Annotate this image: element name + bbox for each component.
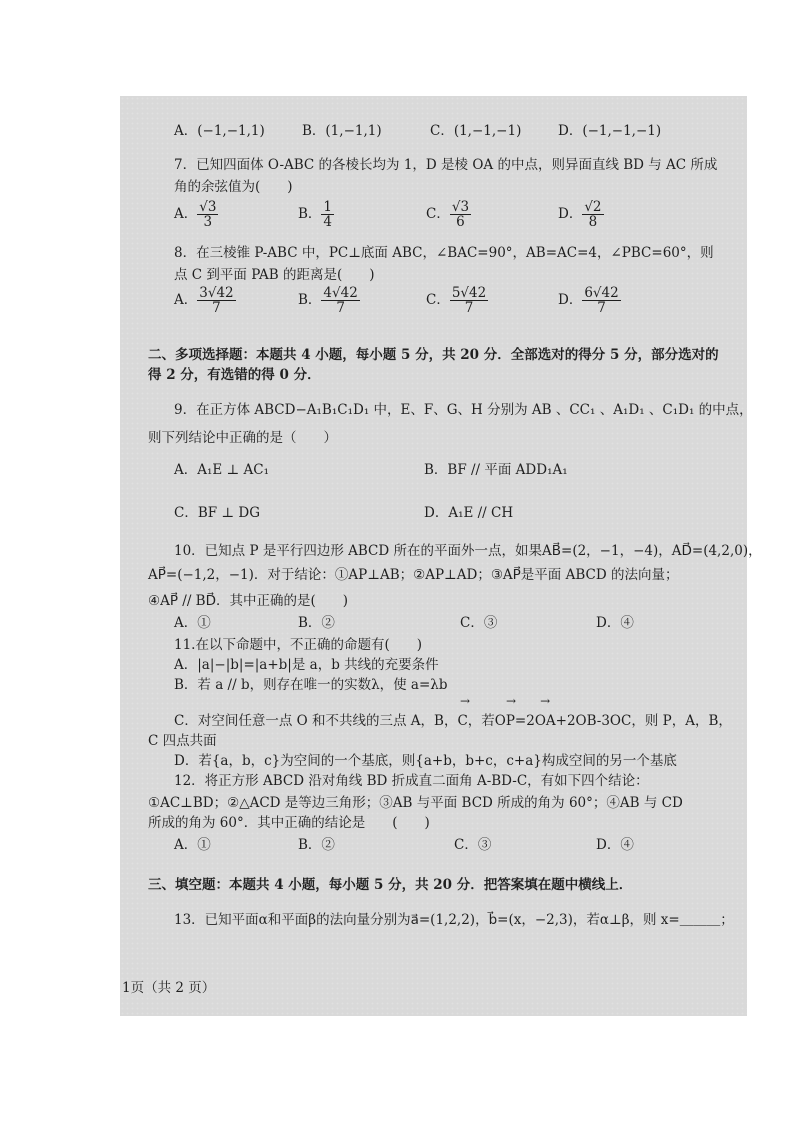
q12-option-b: B．②	[298, 837, 335, 853]
q6-option-d: D．(−1,−1,−1)	[558, 123, 662, 139]
q10-stem-line2: AP⃗=(−1,2，−1)．对于结论：①AP⊥AB；②AP⊥AD；③AP⃗是平面 ABCD 的法向量；	[148, 567, 679, 583]
q9-option-c: C．BF ⊥ DG	[174, 505, 261, 521]
q10-stem-line1: 10．已知点 P 是平行四边形 ABCD 所在的平面外一点，如果AB⃗=(2，−1，−4)，AD⃗=(4,2,0)，	[174, 543, 762, 559]
q11-option-a: A．|a|−|b|=|a+b|是 a，b 共线的充要条件	[174, 657, 439, 673]
q7-option-c: C． $\frac{√3}{6}$	[426, 199, 470, 230]
q9-stem-line2: 则下列结论中正确的是（ ）	[148, 430, 337, 446]
q7-stem-line2: 角的余弦值为( )	[174, 179, 293, 195]
q12-option-d: D．④	[596, 837, 634, 853]
q13-stem: 13．已知平面α和平面β的法向量分别为a⃗=(1,2,2)，b⃗=(x，−2,3)，若α⊥β，则 x=＿＿＿；	[174, 912, 734, 928]
q10-option-b: B．②	[298, 615, 335, 631]
q6-option-a: A．(−1,−1,1)	[174, 123, 265, 139]
q11-option-c-line1: C．对空间任意一点 O 和不共线的三点 A，B，C，若OP=2OA+2OB-3OC，则 P，A，B，	[174, 713, 732, 729]
q9-option-d: D．A₁E // CH	[424, 505, 514, 521]
q11-option-b: B．若 a // b，则存在唯一的实数λ，使 a=λb	[174, 677, 448, 693]
q10-option-c: C．③	[460, 615, 498, 631]
q11-option-c-line2: C 四点共面	[148, 733, 217, 749]
q12-stem-line1: 12．将正方形 ABCD 沿对角线 BD 折成直二面角 A-BD-C，有如下四个结论：	[174, 773, 649, 789]
q7-stem-line1: 7．已知四面体 O-ABC 的各棱长均为 1，D 是棱 OA 的中点，则异面直线 BD 与 AC 所成	[174, 157, 718, 173]
q6-option-c: C．(1,−1,−1)	[430, 123, 522, 139]
q8-option-c: C． $\frac{5√42}{7}$	[426, 285, 487, 316]
exam-page	[120, 96, 762, 1016]
section2-heading-line2: 得 2 分，有选错的得 0 分．	[148, 367, 321, 383]
q12-option-a: A．①	[174, 837, 211, 853]
q11-vector-arrows: → → →	[460, 694, 551, 708]
q8-stem-line1: 8．在三棱锥 P-ABC 中，PC⊥底面 ABC，∠BAC=90°，AB=AC=4，∠PBC=60°，则	[174, 245, 714, 261]
section2-heading-line1: 二、多项选择题：本题共 4 小题，每小题 5 分，共 20 分．全部选对的得分 5 分，部分选对的	[148, 347, 719, 363]
q12-stem-line3: 所成的角为 60°．其中正确的结论是 ( )	[148, 815, 430, 831]
q6-option-b: B．(1,−1,1)	[302, 123, 382, 139]
section3-heading: 三、填空题：本题共 4 小题，每小题 5 分，共 20 分．把答案填在题中横线上．	[148, 877, 633, 893]
q9-stem-line1: 9．在正方体 ABCD−A₁B₁C₁D₁ 中，E、F、G、H 分别为 AB 、CC₁ 、A₁D₁ 、C₁D₁ 的中点，	[174, 402, 753, 418]
q11-option-d: D．若{a，b，c}为空间的一个基底，则{a+b，b+c，c+a}构成空间的另一个基底	[174, 753, 677, 769]
q8-option-b: B． $\frac{4√42}{7}$	[298, 285, 358, 316]
q12-stem-line2: ①AC⊥BD；②△ACD 是等边三角形；③AB 与平面 BCD 所成的角为 60°；④AB 与 CD	[148, 795, 683, 811]
q8-option-a: A． $\frac{3√42}{7}$	[174, 285, 234, 316]
q7-option-b: B． $\frac{1}{4}$	[298, 199, 333, 230]
q9-option-a: A．A₁E ⊥ AC₁	[174, 462, 270, 478]
q7-option-a: A． $\frac{√3}{3}$	[174, 199, 217, 230]
q10-option-d: D．④	[596, 615, 634, 631]
q10-stem-line3: ④AP⃗ // BD⃗．其中正确的是( )	[148, 593, 349, 609]
q10-option-a: A．①	[174, 615, 211, 631]
q8-stem-line2: 点 C 到平面 PAB 的距离是( )	[174, 267, 375, 283]
q7-option-d: D． $\frac{√2}{8}$	[558, 199, 602, 230]
q11-stem: 11.在以下命题中，不正确的命题有( )	[174, 637, 423, 653]
q8-option-d: D． $\frac{6√42}{7}$	[558, 285, 619, 316]
page-footer: 1页（共 2 页）	[122, 980, 216, 996]
q12-option-c: C．③	[454, 837, 492, 853]
q9-option-b: B．BF // 平面 ADD₁A₁	[424, 462, 568, 478]
